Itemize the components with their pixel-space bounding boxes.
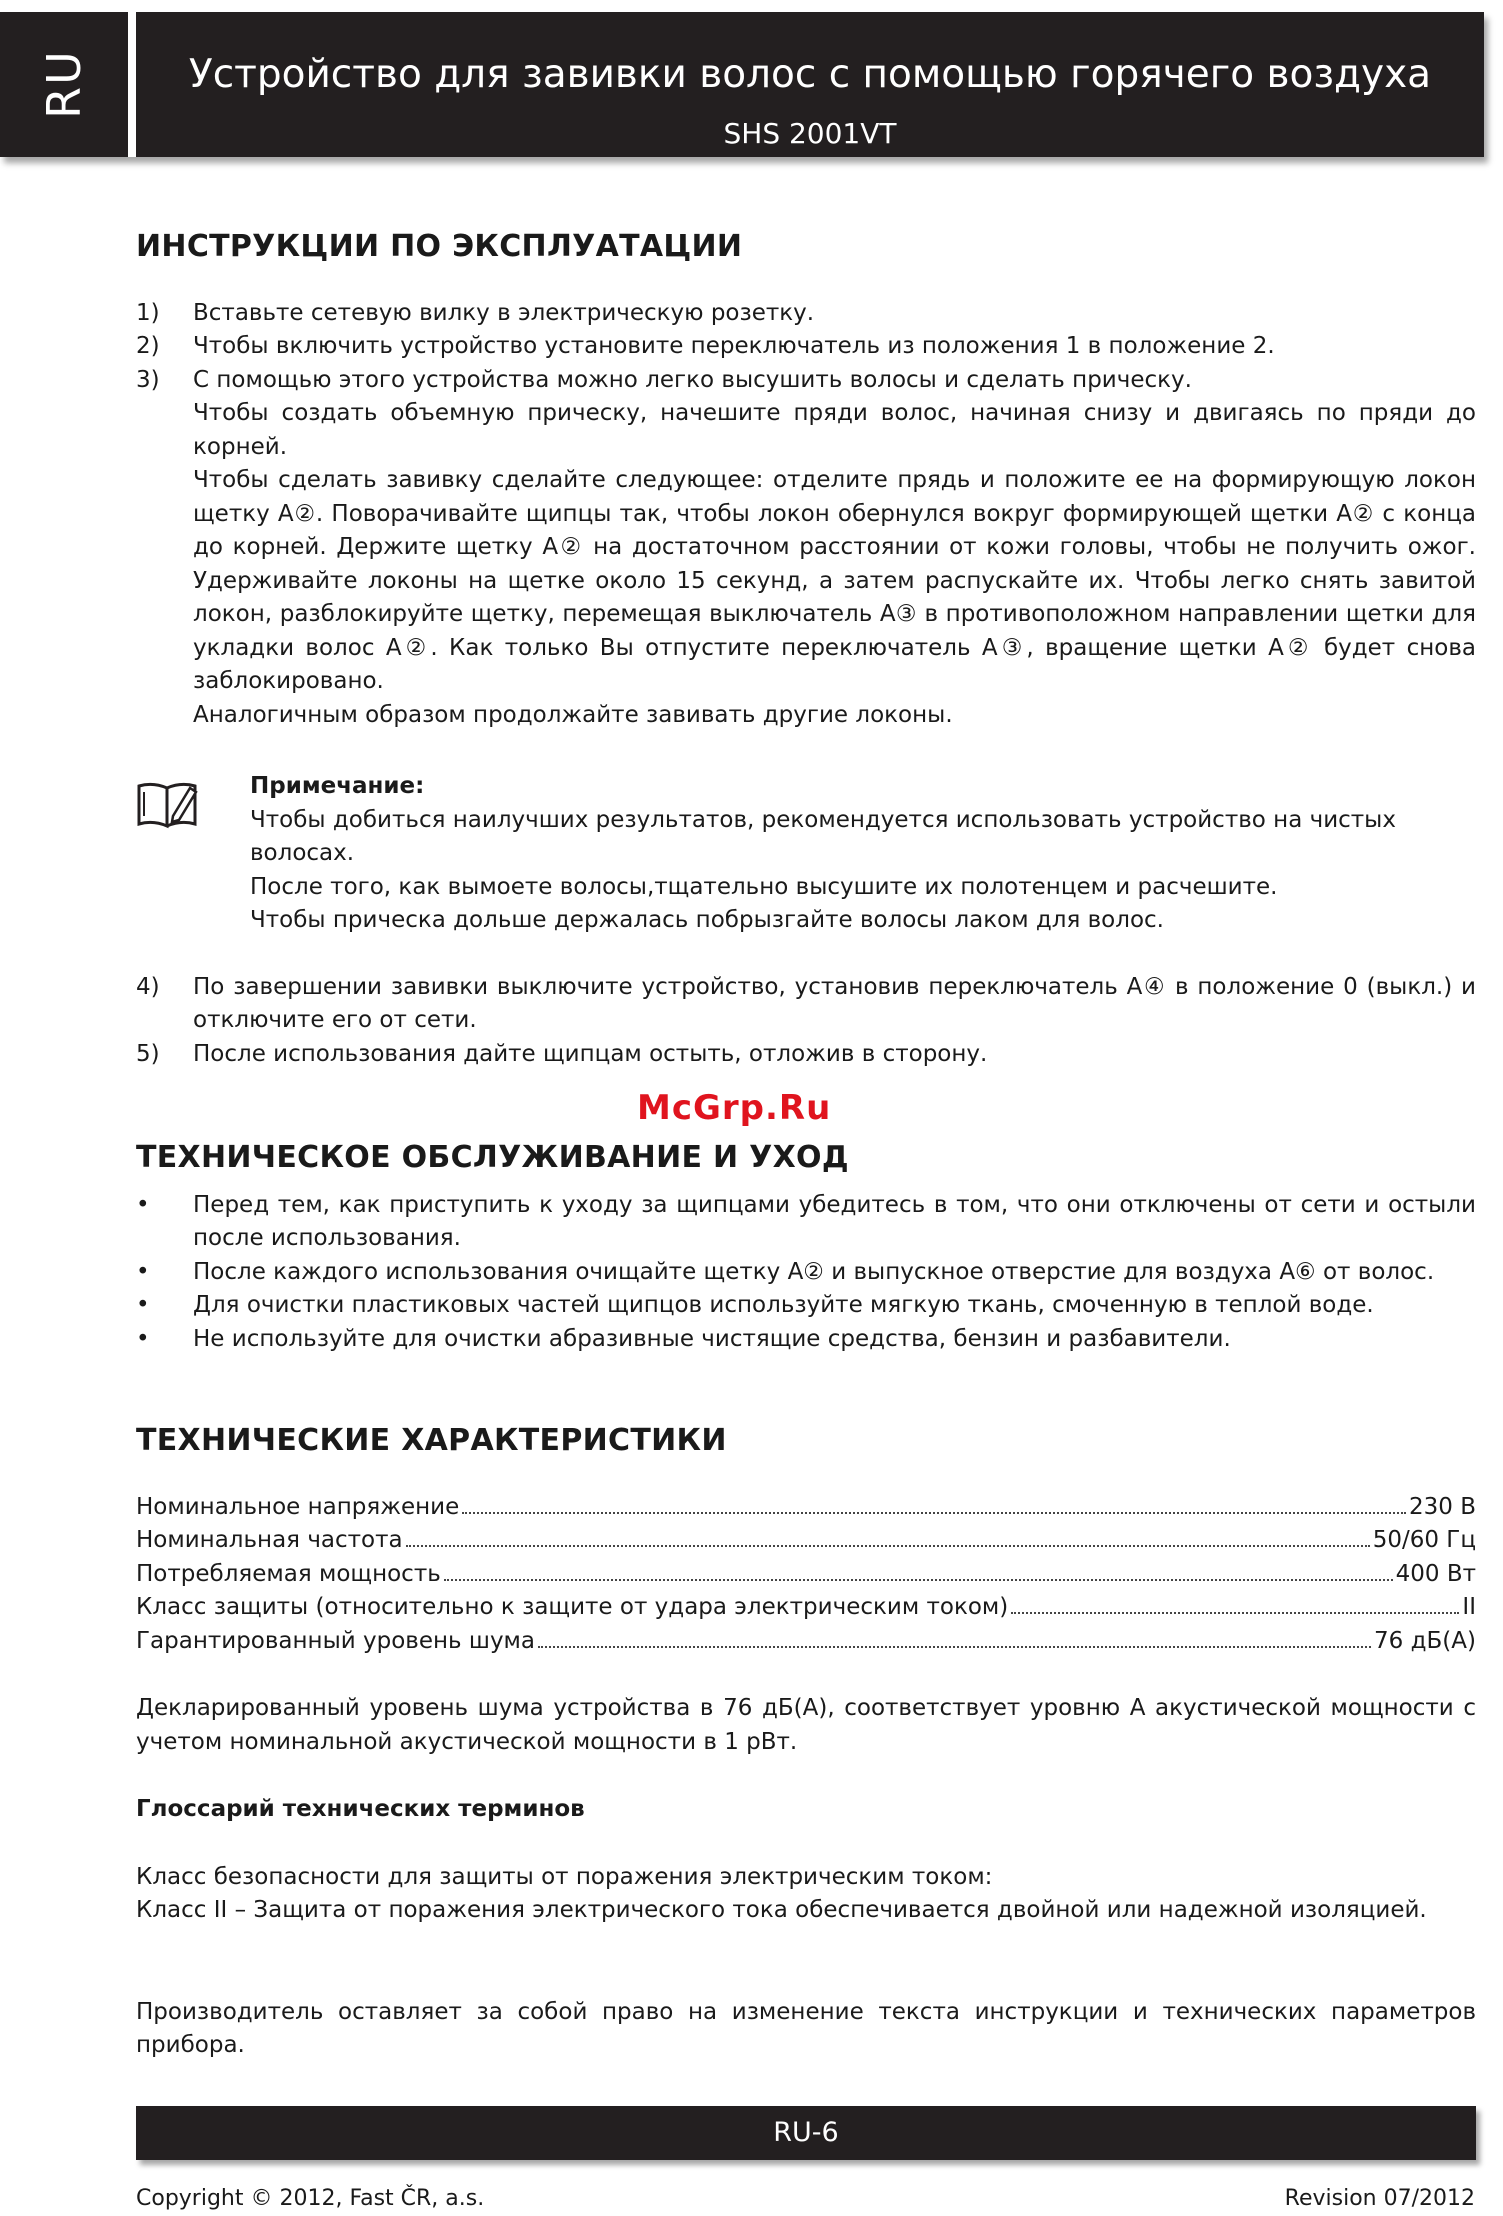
step-detail: Аналогичным образом продолжайте завивать другие локоны. bbox=[193, 701, 953, 728]
note-line: После того, как вымоете волосы,тщательно высушите их полотенцем и расчешите. bbox=[250, 873, 1278, 900]
dot-leader bbox=[406, 1545, 1370, 1547]
watermark: McGrp.Ru bbox=[637, 1088, 832, 1128]
maintenance-text: Перед тем, как приступить к уходу за щипцами убедитесь в том, что они отключены от сети и остыли после использования. bbox=[193, 1191, 1476, 1251]
operation-steps bbox=[136, 297, 1476, 733]
step-text: Чтобы включить устройство установите переключатель из положения 1 в положение 2. bbox=[193, 333, 1275, 359]
list-item bbox=[136, 1289, 1476, 1323]
dot-leader bbox=[538, 1646, 1371, 1648]
dot-leader bbox=[444, 1579, 1393, 1581]
noise-note: Декларированный уровень шума устройства в 76 дБ(A), соответствует уровню А акустической мощности с учетом номинальной акустической мощности в 1 pВт. bbox=[136, 1695, 1476, 1755]
spec-label: Номинальная частота bbox=[136, 1527, 403, 1553]
step-number: 4) bbox=[136, 973, 160, 1000]
language-tab bbox=[0, 12, 128, 157]
header-bar bbox=[0, 12, 1484, 157]
step-number: 2) bbox=[136, 333, 160, 359]
specs-heading: ТЕХНИЧЕСКИЕ ХАРАКТЕРИСТИКИ bbox=[136, 1423, 727, 1458]
bullet: • bbox=[136, 1258, 150, 1285]
maintenance-text: После каждого использования очищайте щетку A② и выпускное отверстие для воздуха A⑥ от волос. bbox=[193, 1258, 1435, 1285]
step-text: По завершении завивки выключите устройство, установив переключатель A④ в положение 0 (выкл.) и отключите его от сети. bbox=[193, 973, 1476, 1033]
note-title: Примечание: bbox=[250, 773, 425, 799]
glossary-title: Глоссарий технических терминов bbox=[136, 1796, 585, 1822]
spec-value: 76 дБ(A) bbox=[1374, 1627, 1476, 1654]
list-item bbox=[136, 330, 1476, 364]
revision: Revision 07/2012 bbox=[1284, 2186, 1475, 2211]
list-item bbox=[136, 1323, 1476, 1357]
spec-label: Потребляемая мощность bbox=[136, 1560, 441, 1587]
step-number: 3) bbox=[136, 366, 160, 393]
spec-value: 400 Вт bbox=[1395, 1560, 1476, 1587]
bullet: • bbox=[136, 1292, 150, 1318]
maintenance-list bbox=[136, 1189, 1476, 1357]
copyright: Copyright © 2012, Fast ČR, a.s. bbox=[136, 2186, 485, 2211]
spec-row bbox=[136, 1625, 1476, 1659]
note-line: Чтобы прическа дольше держалась побрызгайте волосы лаком для волос. bbox=[250, 907, 1164, 933]
note-line: Чтобы добиться наилучших результатов, рекомендуется использовать устройство на чистых волосах. bbox=[250, 806, 1396, 866]
spec-label: Номинальное напряжение bbox=[136, 1493, 460, 1520]
list-item bbox=[136, 1038, 1476, 1072]
glossary-line: Класс безопасности для защиты от поражения электрическим током: bbox=[136, 1863, 993, 1890]
step-text: Вставьте сетевую вилку в электрическую розетку. bbox=[193, 299, 815, 326]
spec-row bbox=[136, 1558, 1476, 1592]
page-number-bar bbox=[136, 2106, 1476, 2160]
language-code: RU bbox=[37, 49, 91, 119]
step-text: После использования дайте щипцам остыть, отложив в сторону. bbox=[193, 1040, 988, 1067]
header-divider bbox=[128, 12, 136, 157]
list-item bbox=[136, 1256, 1476, 1290]
operation-heading: ИНСТРУКЦИИ ПО ЭКСПЛУАТАЦИИ bbox=[136, 229, 743, 264]
spec-row bbox=[136, 1591, 1476, 1625]
spec-row bbox=[136, 1524, 1476, 1558]
step-number: 5) bbox=[136, 1040, 160, 1067]
list-item bbox=[136, 297, 1476, 331]
spec-label: Класс защиты (относительно к защите от удара электрическим током) bbox=[136, 1594, 1009, 1620]
document-title: Устройство для завивки волос с помощью горячего воздуха bbox=[188, 52, 1432, 97]
main-content bbox=[136, 230, 1476, 2063]
step-number: 1) bbox=[136, 299, 160, 326]
note-block bbox=[136, 770, 1476, 938]
spec-label: Гарантированный уровень шума bbox=[136, 1627, 536, 1654]
spec-value: 230 В bbox=[1409, 1493, 1476, 1520]
list-item bbox=[136, 971, 1476, 1038]
maintenance-text: Для очистки пластиковых частей щипцов используйте мягкую ткань, смоченную в теплой воде. bbox=[193, 1292, 1374, 1318]
manufacturer-note: Производитель оставляет за собой право на изменение текста инструкции и технических параметров прибора. bbox=[136, 1998, 1476, 2058]
dot-leader bbox=[462, 1512, 1406, 1514]
spec-row bbox=[136, 1491, 1476, 1525]
list-item bbox=[136, 364, 1476, 733]
page-number: RU-6 bbox=[773, 2117, 839, 2148]
maintenance-text: Не используйте для очистки абразивные чистящие средства, бензин и разбавители. bbox=[193, 1325, 1231, 1352]
operation-steps-continued bbox=[136, 971, 1476, 1072]
bullet: • bbox=[136, 1325, 150, 1352]
list-item bbox=[136, 1189, 1476, 1256]
maintenance-heading: ТЕХНИЧЕСКОЕ ОБСЛУЖИВАНИЕ И УХОД bbox=[136, 1140, 849, 1175]
spec-value: II bbox=[1462, 1594, 1476, 1620]
step-text-block bbox=[193, 364, 1476, 733]
spec-value: 50/60 Гц bbox=[1372, 1527, 1476, 1553]
dot-leader bbox=[1011, 1612, 1459, 1614]
step-text: С помощью этого устройства можно легко высушить волосы и сделать прическу. bbox=[193, 366, 1192, 393]
step-detail: Чтобы создать объемную прическу, начешите пряди волос, начиная снизу и двигаясь по пряди до корней. bbox=[193, 400, 1476, 460]
open-book-note-icon bbox=[136, 776, 200, 830]
bullet: • bbox=[136, 1191, 150, 1218]
glossary-line: Класс II – Защита от поражения электрического тока обеспечивается двойной или надежной изоляцией. bbox=[136, 1897, 1427, 1923]
model-number: SHS 2001VT bbox=[723, 117, 897, 150]
specs-table bbox=[136, 1491, 1476, 1659]
step-detail: Чтобы сделать завивку сделайте следующее: отделите прядь и положите ее на формирующую локон щетку A②. Поворачивайте щипцы так, чтобы локон обернулся вокруг формирующей щетки A② с конца до корней. Держите щетку A② на достаточном расстоянии от кожи головы, чтобы не получить ожог. Удерживайте локоны на щетке около 15 секунд, а затем распускайте их. Чтобы легко снять завитой локон, разблокируйте щетку, перемещая выключатель A③ в противоположном направлении щетки для укладки волос A②. Как только Вы отпустите переключатель A③, вращение щетки A② будет снова заблокировано. bbox=[193, 467, 1476, 694]
